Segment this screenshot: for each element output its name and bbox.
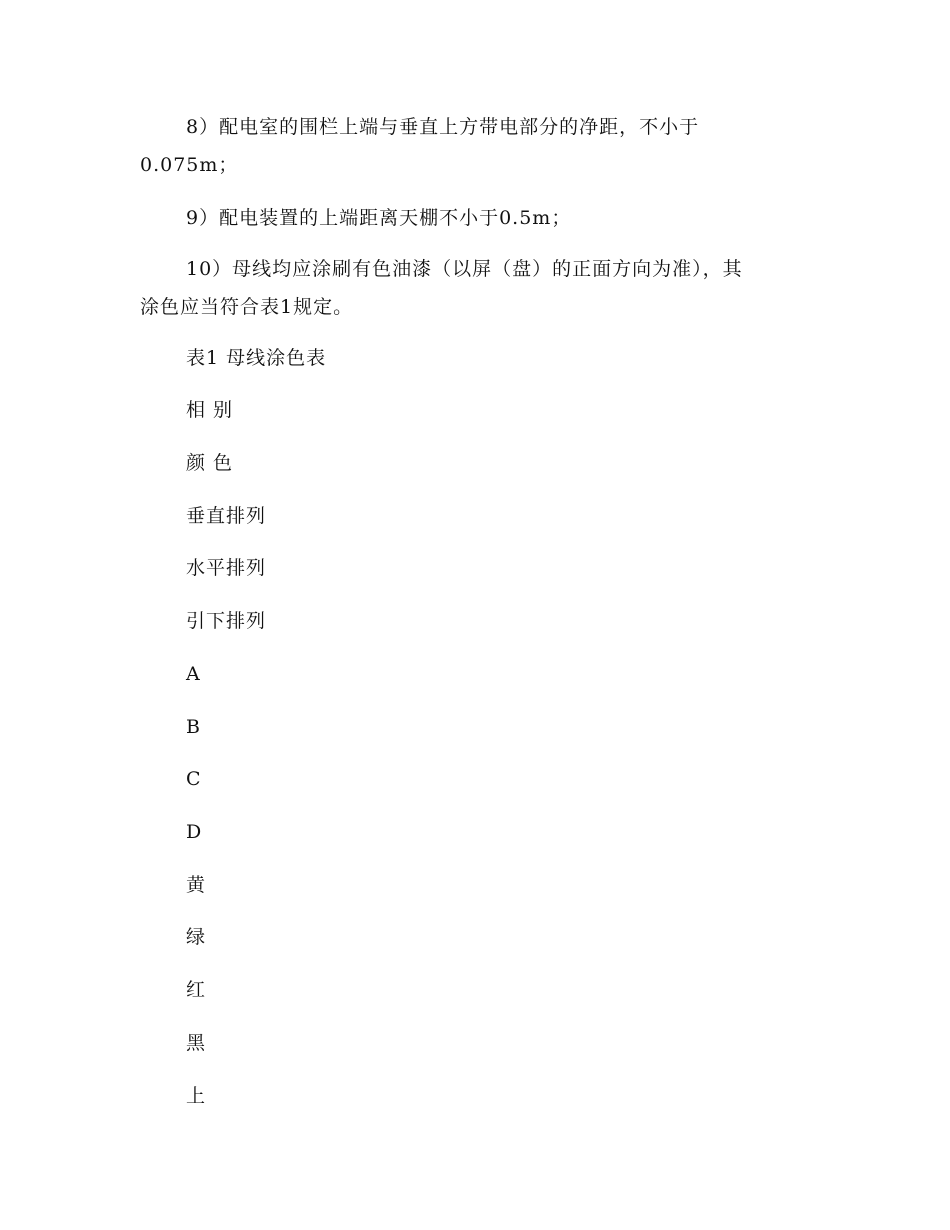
paragraph-item-9 bbox=[140, 199, 800, 237]
paragraph-item-10-line-1: 10）母线均应涂刷有色油漆（以屏（盘）的正面方向为准），其 bbox=[186, 258, 743, 280]
table-row-horizontal: 水平排列 bbox=[186, 557, 267, 579]
table-title: 表1 母线涂色表 bbox=[186, 347, 327, 369]
paragraph-item-8-line-1: 8）配电室的围栏上端与垂直上方带电部分的净距，不小于 bbox=[186, 116, 700, 138]
paragraph-item-8 bbox=[140, 108, 800, 184]
table-row-down: 引下排列 bbox=[186, 610, 267, 632]
table-header-phase: 相 别 bbox=[186, 399, 234, 421]
table-cell-phase-a: A bbox=[186, 663, 201, 685]
paragraph-item-8-line-2: 0.075m； bbox=[140, 154, 239, 176]
table-cell-color-yellow: 黄 bbox=[186, 874, 207, 896]
table-header-color: 颜 色 bbox=[186, 452, 234, 474]
table-cell-color-black: 黑 bbox=[186, 1032, 207, 1054]
paragraph-item-9-text: 9）配电装置的上端距离天棚不小于0.5m； bbox=[186, 207, 572, 229]
table-cell-phase-d: D bbox=[186, 821, 203, 843]
table-cell-color-red: 红 bbox=[186, 979, 207, 1001]
table-cell-phase-b: B bbox=[186, 716, 201, 738]
table-cell-color-green: 绿 bbox=[186, 926, 207, 948]
table-cell-phase-c: C bbox=[186, 768, 202, 790]
table-cell-position-up: 上 bbox=[186, 1085, 207, 1107]
table-row-vertical: 垂直排列 bbox=[186, 505, 267, 527]
paragraph-item-10-line-2: 涂色应当符合表1规定。 bbox=[140, 296, 354, 318]
paragraph-item-10 bbox=[140, 250, 800, 326]
